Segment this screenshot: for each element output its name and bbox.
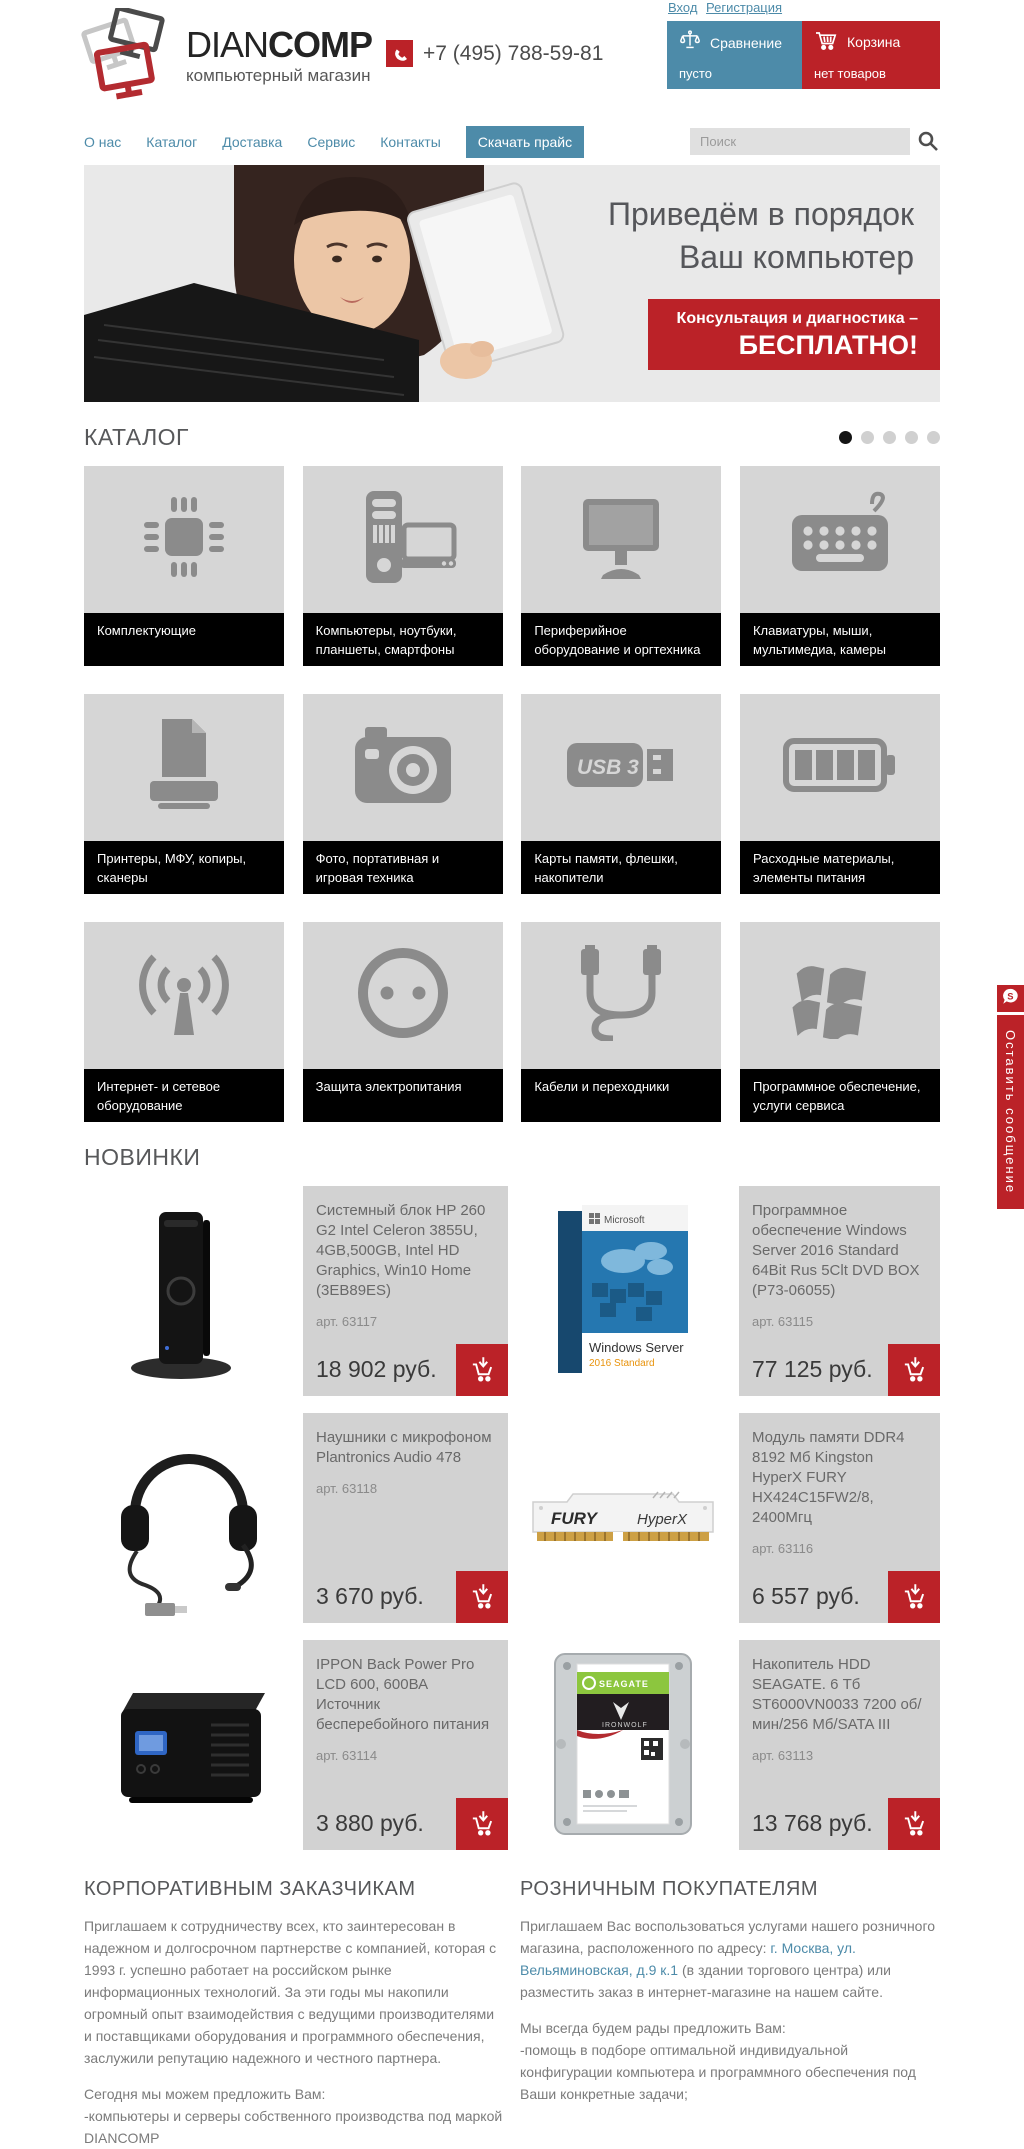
product-card	[303, 1640, 508, 1850]
store-address-link[interactable]: г. Москва, ул. Вельяминовская, д.9 к.1	[520, 1940, 856, 1978]
cart-add-icon	[897, 1579, 931, 1616]
feedback-tab-label: Оставить сообщение	[1003, 1030, 1018, 1194]
cart-status: нет товаров	[814, 66, 928, 81]
category-label: Расходные материалы, элементы питания	[740, 841, 940, 894]
category-label: Компьютеры, ноутбуки, планшеты, смартфоны	[303, 613, 503, 666]
category-tile-software[interactable]	[740, 922, 940, 1122]
catalog-title: КАТАЛОГ	[84, 424, 189, 451]
product-title[interactable]: Наушники с микрофоном Plantronics Audio 478	[316, 1428, 495, 1468]
category-label: Защита электропитания	[303, 1069, 503, 1122]
category-tile-computers[interactable]	[303, 466, 503, 666]
corporate-title: КОРПОРАТИВНЫМ ЗАКАЗЧИКАМ	[84, 1878, 504, 1901]
site-header	[84, 0, 940, 122]
cart-add-icon	[465, 1579, 499, 1616]
hero-photo-woman-with-laptop	[84, 165, 644, 402]
search-input[interactable]	[690, 128, 910, 155]
category-tile-consumables[interactable]	[740, 694, 940, 894]
retail-column	[520, 1878, 940, 2149]
product-sku: арт. 63118	[316, 1481, 495, 1496]
logo-name: DIANCOMP	[186, 27, 372, 63]
hero-banner	[84, 165, 940, 402]
search-icon	[917, 140, 939, 155]
retail-title: РОЗНИЧНЫМ ПОКУПАТЕЛЯМ	[520, 1878, 940, 1901]
cables-icon	[569, 945, 673, 1046]
logo-tagline: компьютерный магазин	[186, 66, 372, 86]
product-sku: арт. 63114	[316, 1748, 495, 1763]
product-item	[520, 1413, 940, 1623]
product-item	[84, 1640, 508, 1850]
product-price: 13 768 руб.	[752, 1810, 873, 1837]
feedback-tab-button[interactable]	[997, 1015, 1024, 1209]
printer-icon	[138, 715, 230, 820]
product-title[interactable]: Системный блок HP 260 G2 Intel Celeron 3855U, 4GB,500GB, Intel HD Graphics, Win10 Home (3EB89ES)	[316, 1201, 495, 1301]
product-image-windows-server-box[interactable]	[520, 1186, 726, 1396]
product-item	[84, 1413, 508, 1623]
svg-text:SEAGATE: SEAGATE	[599, 1679, 649, 1689]
product-card	[739, 1186, 940, 1396]
main-nav	[84, 125, 940, 159]
monitor-icon	[573, 491, 669, 588]
carousel-dot[interactable]	[839, 431, 852, 444]
download-price-button[interactable]: Скачать прайс	[466, 126, 584, 158]
svg-text:Windows Server: Windows Server	[589, 1340, 684, 1355]
cart-add-icon	[897, 1806, 931, 1843]
compare-status: пусто	[679, 66, 790, 81]
add-to-cart-button[interactable]	[888, 1344, 940, 1396]
phone-icon	[386, 40, 413, 67]
category-tile-peripherals[interactable]	[521, 466, 721, 666]
category-label: Интернет- и сетевое оборудование	[84, 1069, 284, 1122]
product-sku: арт. 63117	[316, 1314, 495, 1329]
search-button[interactable]	[916, 130, 940, 154]
scales-icon	[679, 30, 701, 55]
product-image-hp-pc[interactable]	[84, 1186, 290, 1396]
svg-text:FURY: FURY	[551, 1509, 599, 1528]
category-tile-keyboards[interactable]	[740, 466, 940, 666]
carousel-dot[interactable]	[861, 431, 874, 444]
register-link[interactable]: Регистрация	[706, 0, 782, 15]
chat-bubble-icon	[1002, 988, 1019, 1010]
retail-paragraph: Приглашаем Вас воспользоваться услугами нашего розничного магазина, расположенного по адресу: г. Москва, ул. Вельяминовская, д.9 к.1 (в здании торгового центра) или разместить заказ в интернет-магазине на нашем сайте.	[520, 1915, 940, 2003]
carousel-dot[interactable]	[883, 431, 896, 444]
category-tile-network[interactable]	[84, 922, 284, 1122]
logo[interactable]	[78, 8, 372, 105]
corporate-paragraph: Приглашаем к сотрудничеству всех, кто заинтересован в надежном и долгосрочном партнерстве с компанией, которая с 1993 г. успешно работает на российском рынке информационных технологий. За эти годы мы накопили огромный опыт взаимодействия с ведущими производителями и поставщиками оборудования и программного обеспечения, заслужили репутацию надежного и честного партнера.	[84, 1915, 504, 2069]
nav-service[interactable]: Сервис	[307, 134, 355, 150]
category-label: Фото, портативная и игровая техника	[303, 841, 503, 894]
product-item	[520, 1640, 940, 1850]
cart-add-icon	[465, 1806, 499, 1843]
category-label: Программное обеспечение, услуги сервиса	[740, 1069, 940, 1122]
nav-catalog[interactable]: Каталог	[146, 134, 197, 150]
product-card	[739, 1640, 940, 1850]
camera-icon	[351, 721, 455, 814]
cart-add-icon	[465, 1352, 499, 1389]
product-price: 6 557 руб.	[752, 1583, 860, 1610]
nav-about[interactable]: О нас	[84, 134, 121, 150]
product-price: 3 880 руб.	[316, 1810, 424, 1837]
cart-add-icon	[897, 1352, 931, 1389]
product-image-headset[interactable]	[84, 1413, 290, 1623]
product-item	[84, 1186, 508, 1396]
product-title[interactable]: Накопитель HDD SEAGATE. 6 Тб ST6000VN0033 7200 об/мин/256 Мб/SATA III	[752, 1655, 927, 1735]
add-to-cart-button[interactable]	[456, 1798, 508, 1850]
product-card	[303, 1186, 508, 1396]
feedback-side-tab	[997, 985, 1024, 1209]
product-item	[520, 1186, 940, 1396]
power-socket-icon	[357, 947, 449, 1044]
category-tile-cables[interactable]	[521, 922, 721, 1122]
novelties-title: НОВИНКИ	[84, 1144, 200, 1171]
svg-text:IRONWOLF: IRONWOLF	[602, 1722, 648, 1729]
nav-contacts[interactable]: Контакты	[380, 134, 440, 150]
svg-text:Microsoft: Microsoft	[604, 1215, 645, 1226]
category-tile-printers[interactable]	[84, 694, 284, 894]
cart-widget[interactable]	[802, 21, 940, 89]
product-price: 18 902 руб.	[316, 1356, 437, 1383]
add-to-cart-button[interactable]	[456, 1571, 508, 1623]
category-label: Кабели и переходники	[521, 1069, 721, 1122]
category-label: Карты памяти, флешки, накопители	[521, 841, 721, 894]
logo-monitors-icon	[78, 8, 178, 105]
windows-flag-icon	[790, 947, 890, 1044]
product-image-ups[interactable]	[84, 1640, 290, 1850]
phone-number: +7 (495) 788-59-81	[423, 42, 603, 66]
products-grid	[84, 1186, 940, 1850]
compare-widget[interactable]	[667, 21, 802, 89]
battery-icon	[782, 735, 898, 800]
category-label: Клавиатуры, мыши, мультимедиа, камеры	[740, 613, 940, 666]
product-title[interactable]: Программное обеспечение Windows Server 2016 Standard 64Bit Rus 5Clt DVD BOX (P73-06055)	[752, 1201, 927, 1301]
wifi-antenna-icon	[134, 947, 234, 1044]
catalog-grid	[84, 466, 940, 1122]
feedback-icon-button[interactable]	[997, 985, 1024, 1012]
compare-label: Сравнение	[710, 35, 782, 51]
promo-line1: Консультация и диагностика –	[648, 310, 918, 328]
product-sku: арт. 63115	[752, 1314, 927, 1329]
add-to-cart-button[interactable]	[888, 1798, 940, 1850]
phone-block	[386, 40, 603, 67]
carousel-dot[interactable]	[905, 431, 918, 444]
cart-icon	[814, 30, 838, 54]
info-columns	[84, 1878, 940, 2149]
keyboard-icon	[786, 491, 894, 588]
carousel-dots	[839, 431, 940, 444]
product-price: 3 670 руб.	[316, 1583, 424, 1610]
hero-promo-banner	[648, 299, 940, 370]
add-to-cart-button[interactable]	[456, 1344, 508, 1396]
corporate-column	[84, 1878, 504, 2149]
login-link[interactable]: Вход	[668, 0, 697, 15]
promo-line2: БЕСПЛАТНО!	[648, 330, 918, 361]
category-tile-photo[interactable]	[303, 694, 503, 894]
product-sku: арт. 63113	[752, 1748, 927, 1763]
usb-flash-icon	[561, 733, 681, 802]
category-tile-power-protection[interactable]	[303, 922, 503, 1122]
svg-text:USB 3: USB 3	[577, 756, 639, 779]
add-to-cart-button[interactable]	[888, 1571, 940, 1623]
carousel-dot[interactable]	[927, 431, 940, 444]
product-title[interactable]: Модуль памяти DDR4 8192 Мб Kingston HyperX FURY HX424C15FW2/8, 2400Мгц	[752, 1428, 927, 1528]
product-price: 77 125 руб.	[752, 1356, 873, 1383]
product-image-ram-module[interactable]	[520, 1413, 726, 1623]
retail-offer: Мы всегда будем рады предложить Вам: -помощь в подборе оптимальной индивидуальной конфигурации компьютера и программного обеспечения под Ваши конкретные задачи;	[520, 2017, 940, 2105]
desktop-laptop-icon	[348, 487, 458, 592]
category-tile-flash[interactable]	[521, 694, 721, 894]
auth-links	[668, 0, 787, 15]
cart-label: Корзина	[847, 34, 900, 50]
product-image-seagate-hdd[interactable]	[520, 1640, 726, 1850]
hero-title: Приведём в порядок Ваш компьютер	[608, 193, 914, 279]
corporate-offer: Сегодня мы можем предложить Вам: -компьютеры и серверы собственного производства под маркой DIANCOMP	[84, 2083, 504, 2149]
product-card	[303, 1413, 508, 1623]
svg-text:2016 Standard: 2016 Standard	[589, 1358, 655, 1369]
product-card	[739, 1413, 940, 1623]
category-label: Принтеры, МФУ, копиры, сканеры	[84, 841, 284, 894]
category-label: Комплектующие	[84, 613, 284, 666]
category-label: Периферийное оборудование и оргтехника	[521, 613, 721, 666]
nav-delivery[interactable]: Доставка	[222, 134, 282, 150]
category-tile-components[interactable]	[84, 466, 284, 666]
svg-text:S: S	[1007, 991, 1013, 1001]
svg-text:HyperX: HyperX	[637, 1511, 688, 1528]
product-title[interactable]: IPPON Back Power Pro LCD 600, 600ВА Источник бесперебойного питания	[316, 1655, 495, 1735]
product-sku: арт. 63116	[752, 1541, 927, 1556]
cpu-chip-icon	[138, 491, 230, 588]
